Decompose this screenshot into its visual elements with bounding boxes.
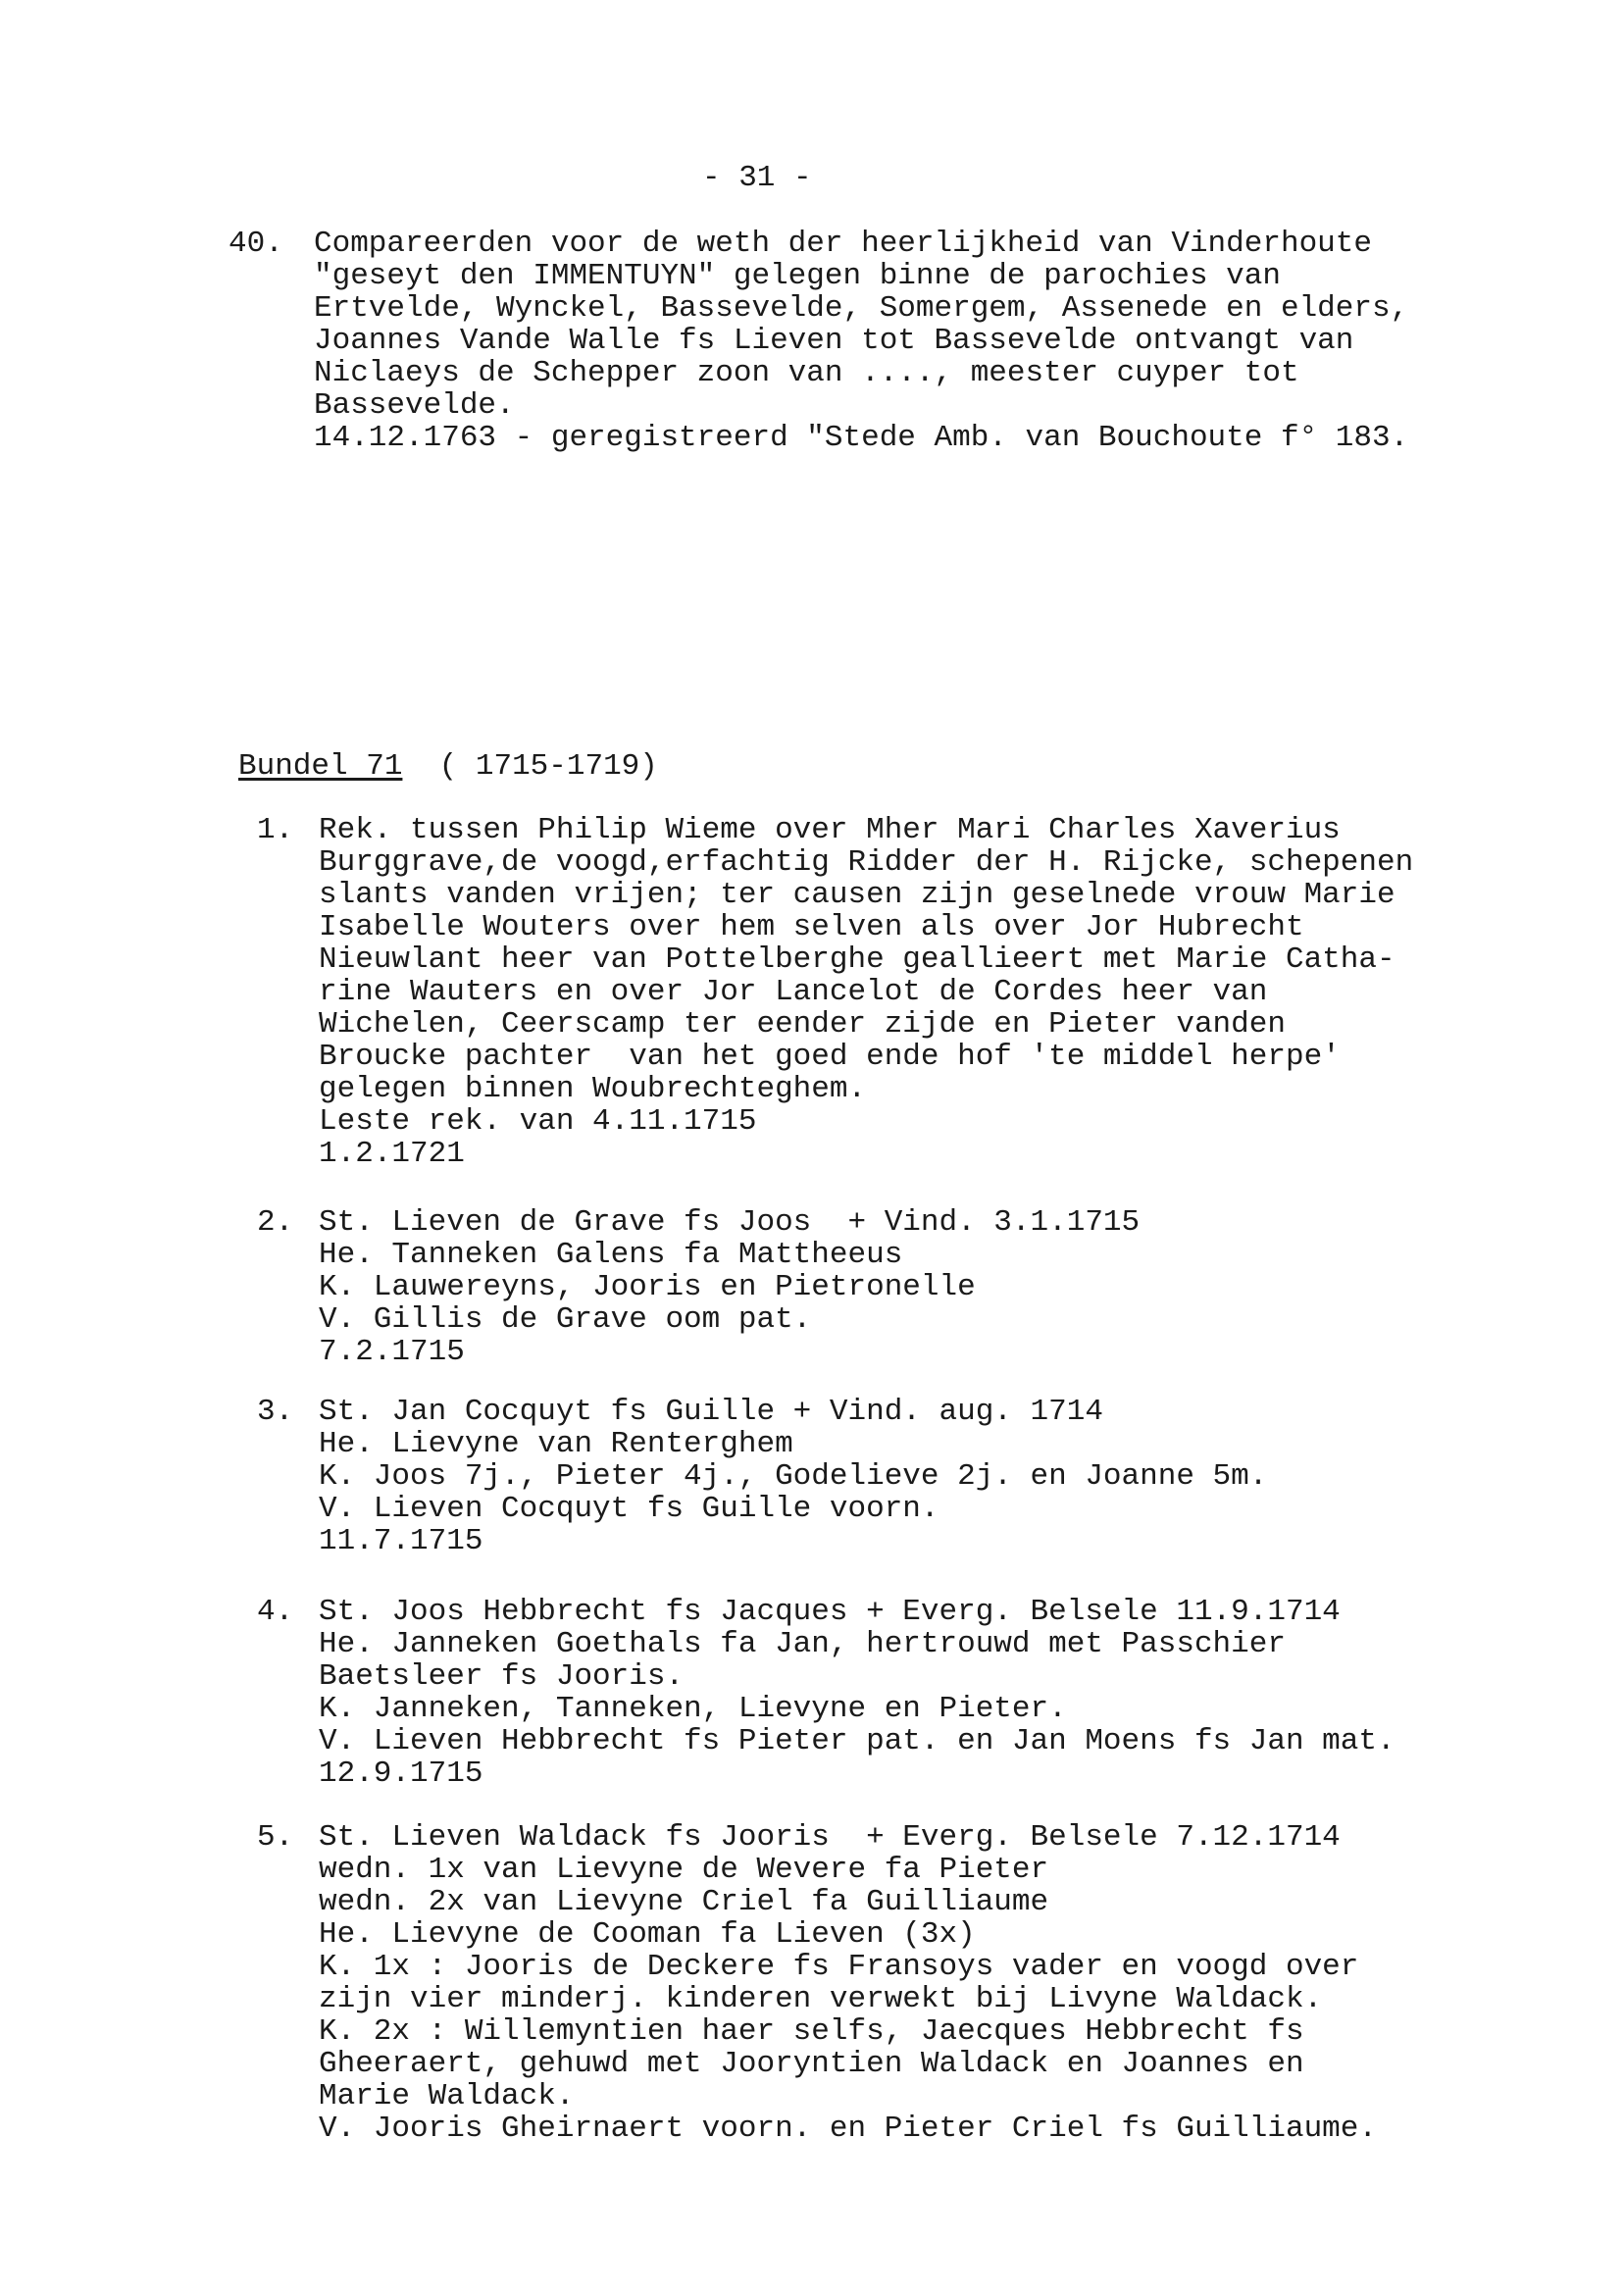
entry-40-line: 14.12.1763 - geregistreerd "Stede Amb. van Bouchoute f° 183. bbox=[314, 421, 1409, 455]
entry-line: gelegen binnen Woubrechteghem. bbox=[319, 1072, 867, 1106]
entry-line: 12.9.1715 bbox=[319, 1756, 483, 1791]
entry-40-line: Joannes Vande Walle fs Lieven tot Bassevelde ontvangt van bbox=[314, 324, 1354, 358]
entry-line: zijn vier minderj. kinderen verwekt bij Livyne Waldack. bbox=[319, 1982, 1323, 2016]
entry-line: Burggrave,de voogd,erfachtig Ridder der H. Rijcke, schepenen bbox=[319, 845, 1414, 880]
entry-line: He. Janneken Goethals fa Jan, hertrouwd met Passchier bbox=[319, 1627, 1286, 1661]
entry-line: V. Lieven Cocquyt fs Guille voorn. bbox=[319, 1492, 939, 1526]
entry-line: Baetsleer fs Jooris. bbox=[319, 1659, 685, 1694]
entry-line: V. Gillis de Grave oom pat. bbox=[319, 1302, 812, 1337]
entry-line: K. Lauwereyns, Jooris en Pietronelle bbox=[319, 1270, 976, 1304]
entry-line: St. Lieven Waldack fs Jooris + Everg. Belsele 7.12.1714 bbox=[319, 1820, 1341, 1855]
entry-number: 3. bbox=[257, 1395, 294, 1429]
entry-line: St. Lieven de Grave fs Joos + Vind. 3.1.1715 bbox=[319, 1205, 1141, 1240]
entry-line: Rek. tussen Philip Wieme over Mher Mari Charles Xaverius bbox=[319, 813, 1341, 847]
section-title: Bundel 71 bbox=[238, 749, 403, 784]
entry-line: wedn. 1x van Lievyne de Wevere fa Pieter bbox=[319, 1853, 1049, 1887]
entry-number: 5. bbox=[257, 1820, 294, 1855]
entry-line: K. Janneken, Tanneken, Lievyne en Pieter. bbox=[319, 1692, 1067, 1726]
entry-line: He. Tanneken Galens fa Mattheeus bbox=[319, 1238, 903, 1272]
entry-line: slants vanden vrijen; ter causen zijn geselnede vrouw Marie bbox=[319, 878, 1396, 912]
entry-line: K. 1x : Jooris de Deckere fs Fransoys vader en voogd over bbox=[319, 1950, 1359, 1984]
entry-line: Isabelle Wouters over hem selven als over Jor Hubrecht bbox=[319, 910, 1304, 944]
entry-line: wedn. 2x van Lievyne Criel fa Guilliaume bbox=[319, 1885, 1049, 1919]
entry-line: St. Jan Cocquyt fs Guille + Vind. aug. 1714 bbox=[319, 1395, 1103, 1429]
section-heading bbox=[238, 750, 658, 783]
entry-line: rine Wauters en over Jor Lancelot de Cordes heer van bbox=[319, 975, 1268, 1009]
entry-line: Marie Waldack. bbox=[319, 2079, 575, 2113]
section-years: ( 1715-1719) bbox=[438, 749, 658, 784]
entry-40-line: Ertvelde, Wynckel, Bassevelde, Somergem, Assenede en elders, bbox=[314, 291, 1409, 326]
entry-line: Wichelen, Ceerscamp ter eender zijde en Pieter vanden bbox=[319, 1007, 1286, 1042]
entry-40-line: Compareerden voor de weth der heerlijkheid van Vinderhoute bbox=[314, 227, 1372, 261]
entry-line: V. Lieven Hebbrecht fs Pieter pat. en Jan Moens fs Jan mat. bbox=[319, 1724, 1396, 1758]
entry-number: 4. bbox=[257, 1595, 294, 1629]
entry-40-line: "geseyt den IMMENTUYN" gelegen binne de parochies van bbox=[314, 259, 1281, 293]
page-number: - 31 - bbox=[702, 161, 812, 195]
entry-40-number: 40. bbox=[228, 227, 283, 261]
entry-line: Nieuwlant heer van Pottelberghe geallieert met Marie Catha- bbox=[319, 942, 1396, 977]
entry-40-line: Bassevelde. bbox=[314, 388, 515, 423]
entry-40-line: Niclaeys de Schepper zoon van ...., meester cuyper tot bbox=[314, 356, 1299, 390]
entry-line: Broucke pachter van het goed ende hof 'te middel herpe' bbox=[319, 1040, 1341, 1074]
entry-number: 2. bbox=[257, 1205, 294, 1240]
entry-line: K. 2x : Willemyntien haer selfs, Jaecques Hebbrecht fs bbox=[319, 2014, 1304, 2049]
entry-line: 1.2.1721 bbox=[319, 1137, 465, 1171]
entry-line: St. Joos Hebbrecht fs Jacques + Everg. Belsele 11.9.1714 bbox=[319, 1595, 1341, 1629]
entry-number: 1. bbox=[257, 813, 294, 847]
entry-line: He. Lievyne van Renterghem bbox=[319, 1427, 793, 1461]
entry-line: 7.2.1715 bbox=[319, 1335, 465, 1369]
entry-line: K. Joos 7j., Pieter 4j., Godelieve 2j. en Joanne 5m. bbox=[319, 1459, 1268, 1494]
entry-line: Gheeraert, gehuwd met Jooryntien Waldack en Joannes en bbox=[319, 2047, 1304, 2081]
entry-line: 11.7.1715 bbox=[319, 1524, 483, 1558]
entry-line: V. Jooris Gheirnaert voorn. en Pieter Criel fs Guilliaume. bbox=[319, 2112, 1377, 2146]
entry-line: Leste rek. van 4.11.1715 bbox=[319, 1104, 757, 1139]
entry-line: He. Lievyne de Cooman fa Lieven (3x) bbox=[319, 1917, 976, 1952]
